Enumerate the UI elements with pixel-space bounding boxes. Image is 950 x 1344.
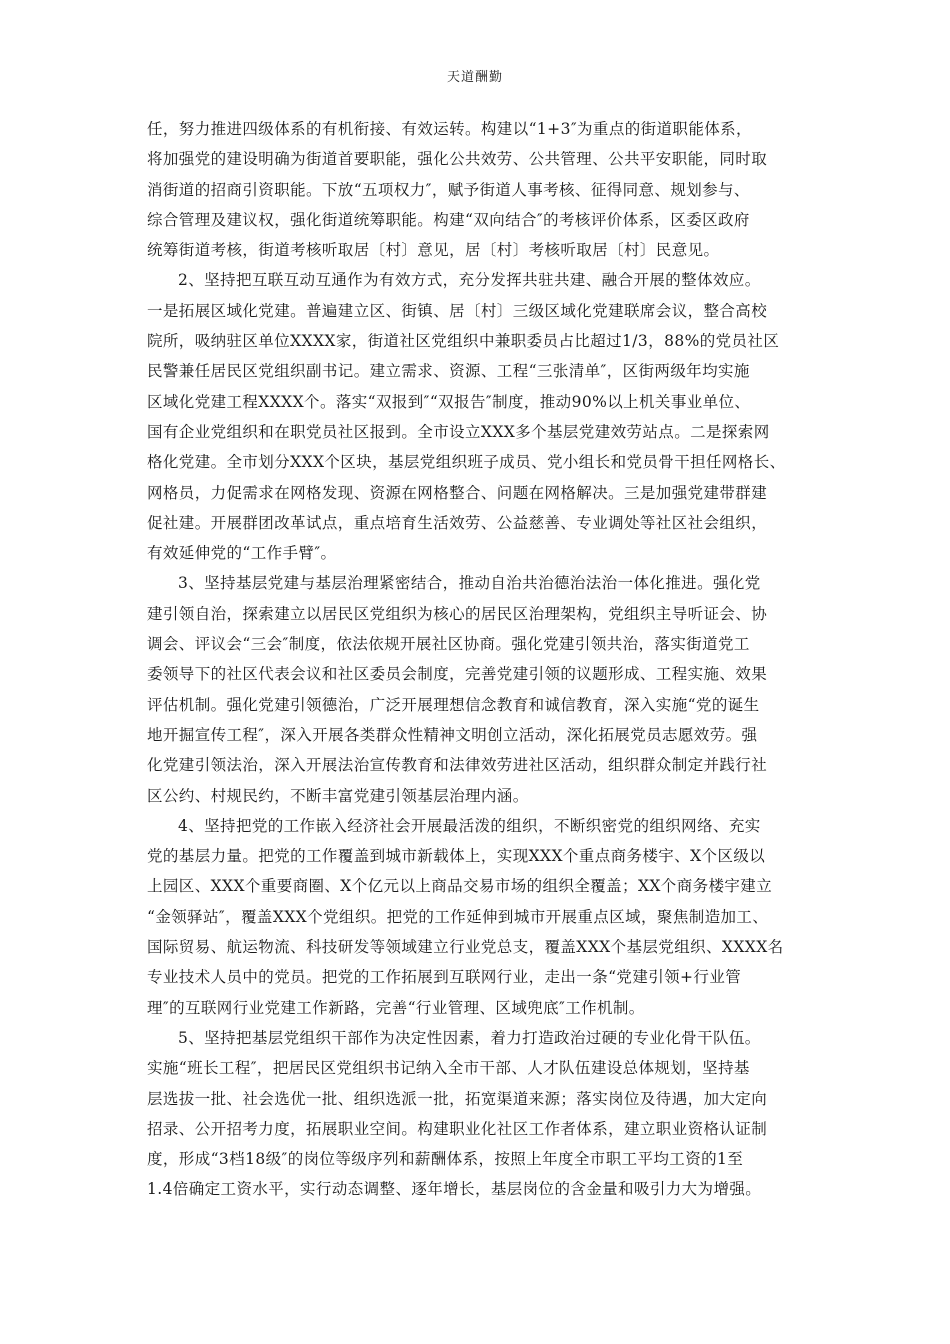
text-line: 理″的互联网行业党建工作新路，完善“行业管理、区域兜底″工作机制。 [147, 998, 645, 1017]
text-line: 一是拓展区域化党建。普遍建立区、街镇、居〔村〕三级区域化党建联席会议，整合高校 [147, 301, 768, 320]
text-line: 有效延伸党的“工作手臂″。 [147, 544, 337, 563]
paragraph-start-line: 5、坚持把基层党组织干部作为决定性因素，着力打造政治过硬的专业化骨干队伍。 [178, 1028, 761, 1047]
text-line: 地开掘宣传工程″，深入开展各类群众性精神文明创立活动，深化拓展党员志愿效劳。强 [147, 725, 758, 744]
paragraph-start-line: 3、坚持基层党建与基层治理紧密结合，推动自治共治德治法治一体化推进。强化党 [178, 574, 761, 593]
text-line: 网格员，力促需求在网格发现、资源在网格整合、问题在网格解决。三是加强党建带群建 [147, 483, 768, 502]
text-line: 专业技术人员中的党员。把党的工作拓展到互联网行业，走出一条“党建引领+行业管 [147, 968, 742, 987]
paragraph-start-line: 4、坚持把党的工作嵌入经济社会开展最活泼的组织，不断织密党的组织网络、充实 [178, 816, 761, 835]
text-line: 格化党建。全市划分XXX个区块，基层党组织班子成员、党小组长和党员骨干担任网格长、 [147, 453, 786, 472]
text-line: 统筹街道考核，街道考核听取居〔村〕意见，居〔村〕考核听取居〔村〕民意见。 [147, 241, 720, 260]
text-line: “金领驿站″，覆盖XXX个党组织。把党的工作延伸到城市开展重点区域，聚焦制造加工、 [147, 907, 769, 926]
text-line: 区公约、村规民约，不断丰富党建引领基层治理内涵。 [147, 786, 529, 805]
document-body [147, 114, 807, 1205]
text-line: 促社建。开展群团改革试点，重点培育生活效劳、公益慈善、专业调处等社区社会组织， [147, 513, 768, 532]
text-line: 将加强党的建设明确为街道首要职能，强化公共效劳、公共管理、公共平安职能，同时取 [147, 150, 768, 169]
paragraph-start-line: 2、坚持把互联互动互通作为有效方式，充分发挥共驻共建、融合开展的整体效应。 [178, 271, 761, 290]
text-line: 评估机制。强化党建引领德治，广泛开展理想信念教育和诚信教育，深入实施“党的诞生 [147, 695, 760, 714]
text-line: 任，努力推进四级体系的有机衔接、有效运转。构建以“1+3″为重点的街道职能体系， [147, 120, 752, 138]
text-line: 民警兼任居民区党组织副书记。建立需求、资源、工程“三张清单″，区街两级年均实施 [147, 362, 750, 381]
text-line: 区域化党建工程XXXX个。落实“双报到″“双报告″制度，推动90%以上机关事业单位、 [147, 392, 751, 411]
text-line: 实施“班长工程″，把居民区党组织书记纳入全市干部、人才队伍建设总体规划，坚持基 [147, 1059, 750, 1078]
text-line: 度，形成“3档18级″的岗位等级序列和薪酬体系，按照上年度全市职工平均工资的1至 [147, 1150, 744, 1169]
page-header: 天道酬勤 [446, 70, 503, 85]
text-line: 上园区、XXX个重要商圈、X个亿元以上商品交易市场的组织全覆盖；XX个商务楼宇建立 [147, 877, 773, 896]
text-line: 国际贸易、航运物流、科技研发等领域建立行业党总支，覆盖XXX个基层党组织、XXXX名 [147, 938, 784, 957]
text-line: 招录、公开招考力度，拓展职业空间。构建职业化社区工作者体系，建立职业资格认证制 [147, 1119, 768, 1138]
text-line: 党的基层力量。把党的工作覆盖到城市新载体上，实现XXX个重点商务楼宇、X个区级以 [147, 847, 766, 866]
text-line: 消街道的招商引资职能。下放“五项权力″，赋予街道人事考核、征得同意、规划参与、 [147, 180, 750, 199]
text-line: 委领导下的社区代表会议和社区委员会制度，完善党建引领的议题形成、工程实施、效果 [147, 665, 768, 684]
text-line: 1.4倍确定工资水平，实行动态调整、逐年增长，基层岗位的含金量和吸引力大为增强。 [147, 1180, 762, 1199]
text-line: 综合管理及建议权，强化街道统筹职能。构建“双向结合″的考核评价体系，区委区政府 [147, 210, 750, 229]
text-line: 院所，吸纳驻区单位XXXX家，街道社区党组织中兼职委员占比超过1/3，88%的党员社区 [147, 332, 780, 351]
text-line: 调会、评议会“三会″制度，依法依规开展社区协商。强化党建引领共治，落实街道党工 [147, 635, 750, 654]
text-line: 国有企业党组织和在职党员社区报到。全市设立XXX多个基层党建效劳站点。二是探索网 [147, 422, 770, 441]
text-line: 层选拔一批、社会选优一批、组织选派一批，拓宽渠道来源；落实岗位及待遇，加大定向 [147, 1089, 768, 1108]
text-line: 化党建引领法治，深入开展法治宣传教育和法律效劳进社区活动，组织群众制定并践行社 [147, 756, 768, 775]
text-line: 建引领自治，探索建立以居民区党组织为核心的居民区治理架构，党组织主导听证会、协 [147, 604, 768, 623]
